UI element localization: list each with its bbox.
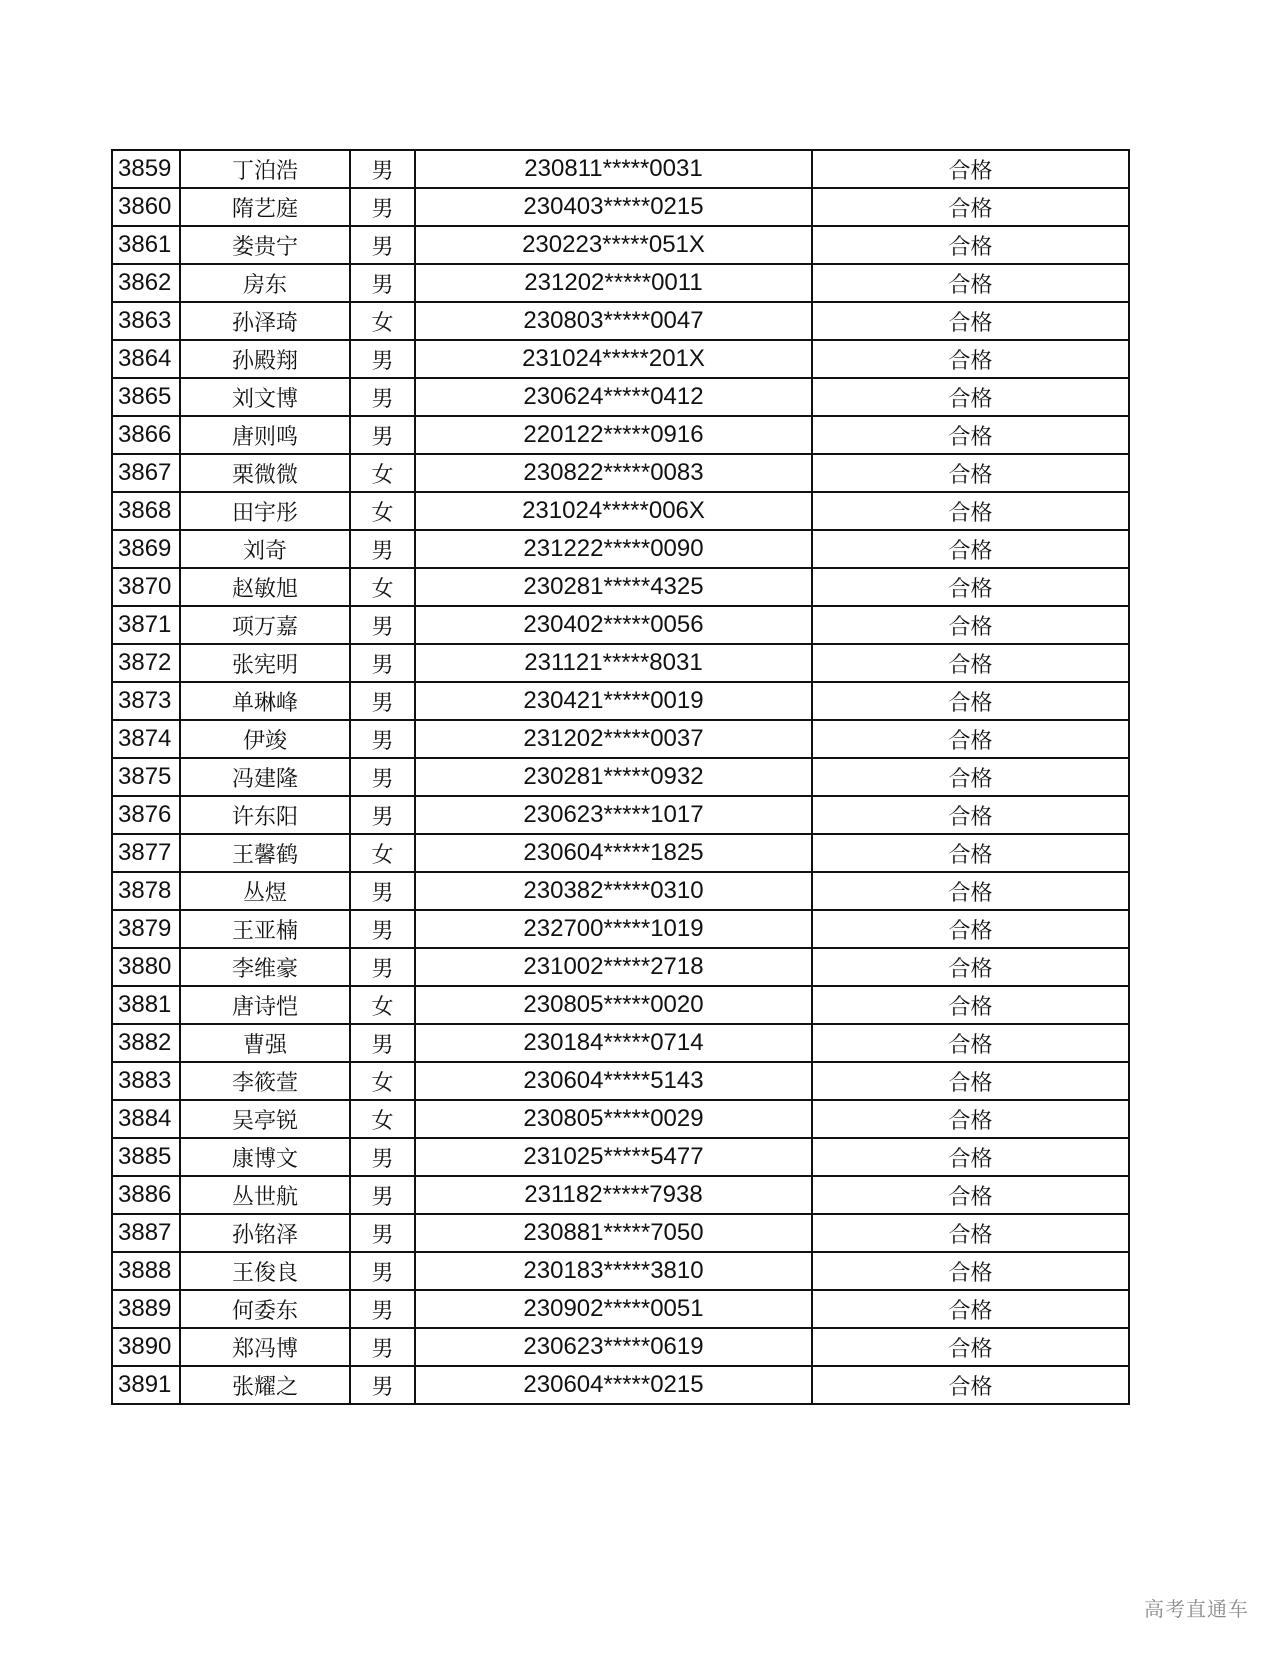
row-number-cell: 3859 [112, 150, 180, 188]
row-number-cell: 3879 [112, 910, 180, 948]
watermark-text: 高考直通车 [1144, 1597, 1249, 1621]
id-number-cell: 231222*****0090 [415, 530, 812, 568]
row-number-cell: 3877 [112, 834, 180, 872]
result-cell: 合格 [812, 530, 1129, 568]
row-number-cell: 3875 [112, 758, 180, 796]
gender-cell: 男 [350, 796, 415, 834]
name-cell: 康博文 [180, 1138, 350, 1176]
gender-cell: 男 [350, 1290, 415, 1328]
result-cell: 合格 [812, 872, 1129, 910]
name-cell: 项万嘉 [180, 606, 350, 644]
table-row [112, 1290, 1129, 1328]
result-cell: 合格 [812, 1100, 1129, 1138]
gender-cell: 男 [350, 1024, 415, 1062]
id-number-cell: 230402*****0056 [415, 606, 812, 644]
table-row [112, 796, 1129, 834]
row-number-cell: 3878 [112, 872, 180, 910]
name-cell: 刘文博 [180, 378, 350, 416]
id-number-cell: 230281*****0932 [415, 758, 812, 796]
name-cell: 单琳峰 [180, 682, 350, 720]
id-number-cell: 231202*****0011 [415, 264, 812, 302]
row-number-cell: 3890 [112, 1328, 180, 1366]
id-number-cell: 230604*****5143 [415, 1062, 812, 1100]
table-row [112, 1366, 1129, 1404]
name-cell: 吴亭锐 [180, 1100, 350, 1138]
table-row [112, 264, 1129, 302]
result-cell: 合格 [812, 720, 1129, 758]
name-cell: 丛世航 [180, 1176, 350, 1214]
gender-cell: 男 [350, 1138, 415, 1176]
gender-cell: 女 [350, 568, 415, 606]
gender-cell: 男 [350, 188, 415, 226]
id-number-cell: 230281*****4325 [415, 568, 812, 606]
name-cell: 伊竣 [180, 720, 350, 758]
gender-cell: 男 [350, 682, 415, 720]
result-cell: 合格 [812, 948, 1129, 986]
table-row [112, 720, 1129, 758]
result-cell: 合格 [812, 302, 1129, 340]
row-number-cell: 3862 [112, 264, 180, 302]
id-number-cell: 230624*****0412 [415, 378, 812, 416]
name-cell: 孙泽琦 [180, 302, 350, 340]
table-row [112, 302, 1129, 340]
table-row [112, 1100, 1129, 1138]
gender-cell: 男 [350, 644, 415, 682]
name-cell: 王馨鹤 [180, 834, 350, 872]
name-cell: 李维豪 [180, 948, 350, 986]
result-cell: 合格 [812, 454, 1129, 492]
name-cell: 唐诗恺 [180, 986, 350, 1024]
table-row [112, 606, 1129, 644]
name-cell: 冯建隆 [180, 758, 350, 796]
name-cell: 何委东 [180, 1290, 350, 1328]
id-number-cell: 220122*****0916 [415, 416, 812, 454]
gender-cell: 男 [350, 378, 415, 416]
name-cell: 王俊良 [180, 1252, 350, 1290]
id-number-cell: 230421*****0019 [415, 682, 812, 720]
name-cell: 丛煜 [180, 872, 350, 910]
name-cell: 张耀之 [180, 1366, 350, 1404]
name-cell: 唐则鸣 [180, 416, 350, 454]
id-number-cell: 230604*****1825 [415, 834, 812, 872]
result-cell: 合格 [812, 264, 1129, 302]
result-cell: 合格 [812, 910, 1129, 948]
gender-cell: 女 [350, 454, 415, 492]
result-cell: 合格 [812, 682, 1129, 720]
id-number-cell: 231182*****7938 [415, 1176, 812, 1214]
row-number-cell: 3867 [112, 454, 180, 492]
row-number-cell: 3884 [112, 1100, 180, 1138]
id-number-cell: 231024*****006X [415, 492, 812, 530]
id-number-cell: 230881*****7050 [415, 1214, 812, 1252]
name-cell: 王亚楠 [180, 910, 350, 948]
result-cell: 合格 [812, 796, 1129, 834]
name-cell: 栗微微 [180, 454, 350, 492]
result-cell: 合格 [812, 1214, 1129, 1252]
name-cell: 孙铭泽 [180, 1214, 350, 1252]
table-row [112, 492, 1129, 530]
table-row [112, 1024, 1129, 1062]
row-number-cell: 3870 [112, 568, 180, 606]
name-cell: 曹强 [180, 1024, 350, 1062]
row-number-cell: 3874 [112, 720, 180, 758]
table-row [112, 188, 1129, 226]
result-cell: 合格 [812, 226, 1129, 264]
result-cell: 合格 [812, 1138, 1129, 1176]
table-row [112, 758, 1129, 796]
table-row [112, 530, 1129, 568]
table-row [112, 378, 1129, 416]
row-number-cell: 3869 [112, 530, 180, 568]
table-row [112, 910, 1129, 948]
id-number-cell: 230902*****0051 [415, 1290, 812, 1328]
row-number-cell: 3883 [112, 1062, 180, 1100]
id-number-cell: 231202*****0037 [415, 720, 812, 758]
id-number-cell: 231121*****8031 [415, 644, 812, 682]
gender-cell: 男 [350, 416, 415, 454]
row-number-cell: 3887 [112, 1214, 180, 1252]
name-cell: 许东阳 [180, 796, 350, 834]
id-number-cell: 230382*****0310 [415, 872, 812, 910]
result-cell: 合格 [812, 1062, 1129, 1100]
table-row [112, 1214, 1129, 1252]
table-row [112, 1252, 1129, 1290]
result-cell: 合格 [812, 986, 1129, 1024]
row-number-cell: 3861 [112, 226, 180, 264]
table-row [112, 644, 1129, 682]
gender-cell: 女 [350, 492, 415, 530]
table-row [112, 226, 1129, 264]
result-cell: 合格 [812, 834, 1129, 872]
result-cell: 合格 [812, 758, 1129, 796]
gender-cell: 女 [350, 1062, 415, 1100]
row-number-cell: 3880 [112, 948, 180, 986]
gender-cell: 女 [350, 302, 415, 340]
result-cell: 合格 [812, 150, 1129, 188]
name-cell: 丁泊浩 [180, 150, 350, 188]
id-number-cell: 232700*****1019 [415, 910, 812, 948]
result-cell: 合格 [812, 1328, 1129, 1366]
gender-cell: 男 [350, 1328, 415, 1366]
id-number-cell: 231024*****201X [415, 340, 812, 378]
id-number-cell: 230183*****3810 [415, 1252, 812, 1290]
row-number-cell: 3871 [112, 606, 180, 644]
gender-cell: 男 [350, 1176, 415, 1214]
table-row [112, 986, 1129, 1024]
table-row [112, 1328, 1129, 1366]
gender-cell: 女 [350, 986, 415, 1024]
gender-cell: 女 [350, 1100, 415, 1138]
row-number-cell: 3863 [112, 302, 180, 340]
id-number-cell: 230822*****0083 [415, 454, 812, 492]
name-cell: 房东 [180, 264, 350, 302]
gender-cell: 男 [350, 720, 415, 758]
id-number-cell: 230623*****1017 [415, 796, 812, 834]
gender-cell: 男 [350, 340, 415, 378]
results-table-body [112, 150, 1129, 1404]
table-row [112, 568, 1129, 606]
table-row [112, 1062, 1129, 1100]
gender-cell: 男 [350, 150, 415, 188]
gender-cell: 男 [350, 948, 415, 986]
gender-cell: 男 [350, 1366, 415, 1404]
gender-cell: 男 [350, 910, 415, 948]
result-cell: 合格 [812, 1290, 1129, 1328]
table-row [112, 682, 1129, 720]
table-row [112, 1176, 1129, 1214]
id-number-cell: 230184*****0714 [415, 1024, 812, 1062]
name-cell: 郑冯博 [180, 1328, 350, 1366]
row-number-cell: 3865 [112, 378, 180, 416]
name-cell: 赵敏旭 [180, 568, 350, 606]
result-cell: 合格 [812, 1176, 1129, 1214]
gender-cell: 男 [350, 606, 415, 644]
id-number-cell: 230623*****0619 [415, 1328, 812, 1366]
result-cell: 合格 [812, 492, 1129, 530]
table-row [112, 872, 1129, 910]
row-number-cell: 3868 [112, 492, 180, 530]
result-cell: 合格 [812, 340, 1129, 378]
result-cell: 合格 [812, 1366, 1129, 1404]
row-number-cell: 3866 [112, 416, 180, 454]
result-cell: 合格 [812, 1024, 1129, 1062]
gender-cell: 男 [350, 264, 415, 302]
result-cell: 合格 [812, 378, 1129, 416]
table-row [112, 340, 1129, 378]
id-number-cell: 230805*****0020 [415, 986, 812, 1024]
table-row [112, 454, 1129, 492]
id-number-cell: 230604*****0215 [415, 1366, 812, 1404]
row-number-cell: 3872 [112, 644, 180, 682]
row-number-cell: 3888 [112, 1252, 180, 1290]
result-cell: 合格 [812, 568, 1129, 606]
table-row [112, 1138, 1129, 1176]
row-number-cell: 3873 [112, 682, 180, 720]
result-cell: 合格 [812, 416, 1129, 454]
table-row [112, 416, 1129, 454]
result-cell: 合格 [812, 188, 1129, 226]
gender-cell: 男 [350, 226, 415, 264]
results-table [111, 149, 1130, 1405]
row-number-cell: 3886 [112, 1176, 180, 1214]
name-cell: 张宪明 [180, 644, 350, 682]
row-number-cell: 3860 [112, 188, 180, 226]
gender-cell: 男 [350, 758, 415, 796]
name-cell: 孙殿翔 [180, 340, 350, 378]
id-number-cell: 231002*****2718 [415, 948, 812, 986]
result-cell: 合格 [812, 1252, 1129, 1290]
name-cell: 刘奇 [180, 530, 350, 568]
row-number-cell: 3881 [112, 986, 180, 1024]
name-cell: 田宇彤 [180, 492, 350, 530]
gender-cell: 男 [350, 1214, 415, 1252]
table-row [112, 150, 1129, 188]
row-number-cell: 3889 [112, 1290, 180, 1328]
id-number-cell: 231025*****5477 [415, 1138, 812, 1176]
row-number-cell: 3885 [112, 1138, 180, 1176]
row-number-cell: 3864 [112, 340, 180, 378]
id-number-cell: 230811*****0031 [415, 150, 812, 188]
id-number-cell: 230805*****0029 [415, 1100, 812, 1138]
gender-cell: 男 [350, 1252, 415, 1290]
table-row [112, 948, 1129, 986]
result-cell: 合格 [812, 606, 1129, 644]
row-number-cell: 3891 [112, 1366, 180, 1404]
row-number-cell: 3876 [112, 796, 180, 834]
gender-cell: 男 [350, 530, 415, 568]
id-number-cell: 230803*****0047 [415, 302, 812, 340]
row-number-cell: 3882 [112, 1024, 180, 1062]
name-cell: 李筱萱 [180, 1062, 350, 1100]
id-number-cell: 230223*****051X [415, 226, 812, 264]
result-cell: 合格 [812, 644, 1129, 682]
id-number-cell: 230403*****0215 [415, 188, 812, 226]
gender-cell: 男 [350, 872, 415, 910]
table-row [112, 834, 1129, 872]
name-cell: 娄贵宁 [180, 226, 350, 264]
gender-cell: 女 [350, 834, 415, 872]
name-cell: 隋艺庭 [180, 188, 350, 226]
